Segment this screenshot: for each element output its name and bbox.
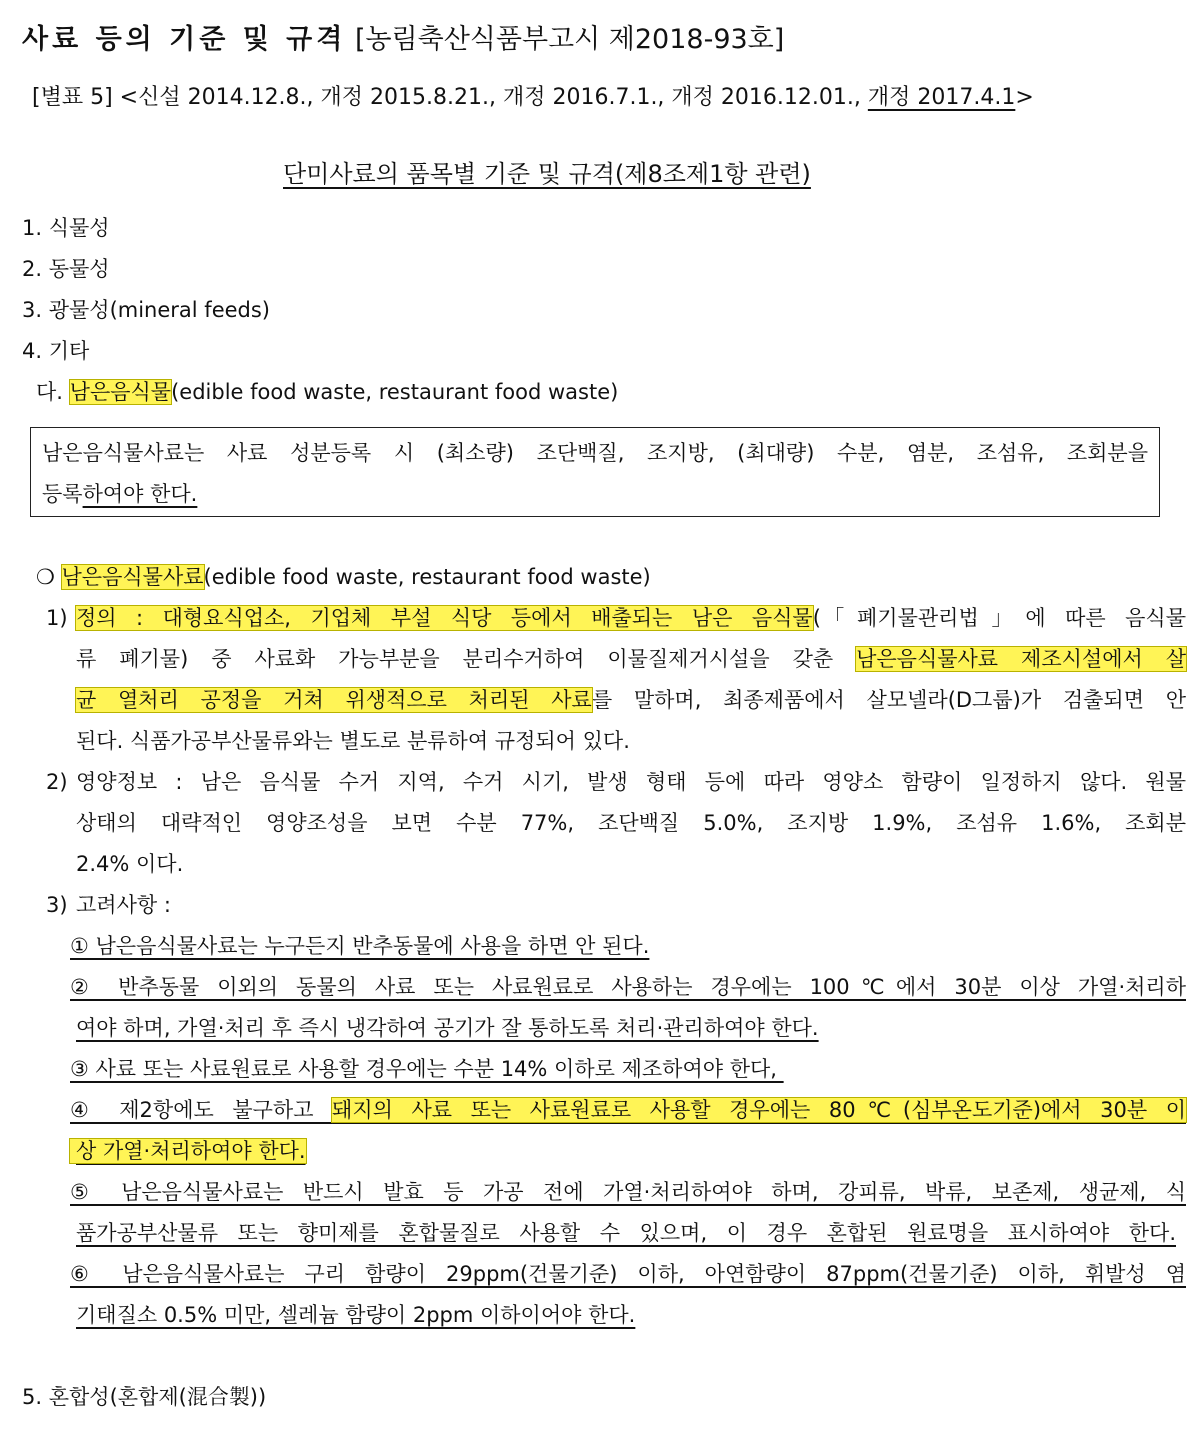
subsection-name: 남은음식물 [69, 380, 172, 404]
section-5: 5. 혼합성(혼합제(混合製)) [22, 1385, 267, 1409]
consideration-4-highlight-2: 상 가열·처리하여야 한다. [70, 1139, 306, 1163]
consideration-1-text: ① 남은음식물사료는 누구든지 반추동물에 사용을 하면 안 된다. [70, 934, 650, 958]
definition-highlight-3: 균 열처리 공정을 거쳐 위생적으로 처리된 사료 [76, 688, 592, 712]
section-4: 4. 기타 [22, 339, 90, 363]
definition-line-4: 된다. 식품가공부산물류와는 별도로 분류하여 규정되어 있다. [76, 729, 630, 753]
consideration-5-text-1: ⑤ 남은음식물사료는 반드시 발효 등 가공 전에 가열·처리하여야 하며, 강피류, 박류, 보존제, 생균제, 식 [70, 1180, 1186, 1204]
consideration-3-text: ③ 사료 또는 사료원료로 사용할 경우에는 수분 14% 이하로 제조하여야 한다, [70, 1057, 784, 1081]
note-line-2 [42, 480, 197, 508]
note-underlined: 하여야 한다. [82, 482, 198, 506]
consideration-5-text-2: 품가공부산물류 또는 향미제를 혼합물질로 사용할 수 있으며, 이 경우 혼합된 원료명을 표시하여야 한다. [76, 1221, 1176, 1245]
definition-highlight-1: 정의 : 대형요식업소, 기업체 부설 식당 등에서 배출되는 남은 음식물 [76, 606, 813, 630]
consideration-4-plain: ④ 제2항에도 불구하고 [70, 1098, 333, 1122]
page-header [22, 22, 784, 58]
item-name: 남은음식물사료 [61, 565, 204, 589]
document-title: 단미사료의 품목별 기준 및 규격(제8조제1항 관련) [283, 160, 811, 188]
subsection-prefix: 다. [36, 380, 63, 404]
last-revision: 개정 2017.4.1 [867, 85, 1016, 110]
nutrition-number: 2) [46, 770, 68, 794]
definition-highlight-2: 남은음식물사료 제조시설에서 살 [856, 647, 1186, 671]
consideration-6-line-1 [70, 1260, 1186, 1288]
nutrition-line-3: 2.4% 이다. [76, 852, 184, 876]
subsection-english: (edible food waste, restaurant food waste) [171, 380, 619, 404]
considerations-number: 3) [46, 893, 68, 917]
note-plain: 등록 [42, 482, 83, 506]
annex-suffix: > [1015, 85, 1034, 110]
bullet-circle-icon: ❍ [36, 565, 55, 589]
consideration-4-line-2 [70, 1137, 306, 1165]
subsection-da [36, 378, 618, 406]
consideration-6-line-2 [76, 1301, 635, 1329]
consideration-5-line-2 [76, 1219, 1176, 1247]
nutrition-line-1: 영양정보 : 남은 음식물 수거 지역, 수거 시기, 발생 형태 등에 따라 영양소 함량이 일정하지 않다. 원물 [76, 770, 1186, 794]
regulation-title: 사료 등의 기준 및 규격 [22, 24, 347, 55]
item-english: (edible food waste, restaurant food waste) [203, 565, 651, 589]
definition-line-1 [76, 604, 1186, 632]
definition-line-3 [76, 686, 1186, 714]
definition-plain-2: 류 폐기물) 중 사료화 가능부분을 분리수거하여 이물질제거시설을 갖춘 [76, 647, 857, 671]
consideration-4-highlight-1: 돼지의 사료 또는 사료원료로 사용할 경우에는 80℃(심부온도기준)에서 30분 이 [332, 1098, 1186, 1122]
definition-number: 1) [46, 606, 68, 630]
consideration-2-text-2: 여야 하며, 가열·처리 후 즉시 냉각하여 공기가 잘 통하도록 처리·관리하여야 한다. [76, 1016, 819, 1040]
consideration-1 [70, 932, 649, 960]
consideration-2-line-2 [76, 1014, 819, 1042]
note-line-1: 남은음식물사료는 사료 성분등록 시 (최소량) 조단백질, 조지방, (최대량) 수분, 염분, 조섬유, 조회분을 [42, 441, 1148, 465]
consideration-5-line-1 [70, 1178, 1186, 1206]
section-1: 1. 식물성 [22, 216, 110, 240]
consideration-6-text-2: 기태질소 0.5% 미만, 셀레늄 함량이 2ppm 이하이어야 한다. [76, 1303, 636, 1327]
consideration-4-line-1 [70, 1096, 1186, 1124]
considerations-label: 고려사항 : [76, 893, 171, 917]
consideration-2-text-1: ② 반추동물 이외의 동물의 사료 또는 사료원료로 사용하는 경우에는 100℃에서 30분 이상 가열·처리하 [70, 975, 1186, 999]
nutrition-line-2: 상태의 대략적인 영양조성을 보면 수분 77%, 조단백질 5.0%, 조지방 1.9%, 조섬유 1.6%, 조회분 [76, 811, 1186, 835]
annex-history [32, 84, 1034, 112]
definition-line-2 [76, 645, 1186, 673]
consideration-3 [70, 1055, 784, 1083]
consideration-6-text-1: ⑥ 남은음식물사료는 구리 함량이 29ppm(건물기준) 이하, 아연함량이 87ppm(건물기준) 이하, 휘발성 염 [70, 1262, 1186, 1286]
definition-rest-3: 를 말하며, 최종제품에서 살모넬라(D그룹)가 검출되면 안 [591, 688, 1187, 712]
notice-number: [농림축산식품부고시 제2018-93호] [354, 24, 785, 55]
item-heading [36, 563, 651, 591]
section-3: 3. 광물성(mineral feeds) [22, 298, 270, 322]
annex-prefix: [별표 5] <신설 2014.12.8., 개정 2015.8.21., 개정 2016.7.1., 개정 2016.12.01., [32, 85, 868, 110]
section-2: 2. 동물성 [22, 257, 110, 281]
definition-rest-1: (「폐기물관리법」에 따른 음식물 [812, 606, 1186, 630]
consideration-2-line-1 [70, 973, 1186, 1001]
